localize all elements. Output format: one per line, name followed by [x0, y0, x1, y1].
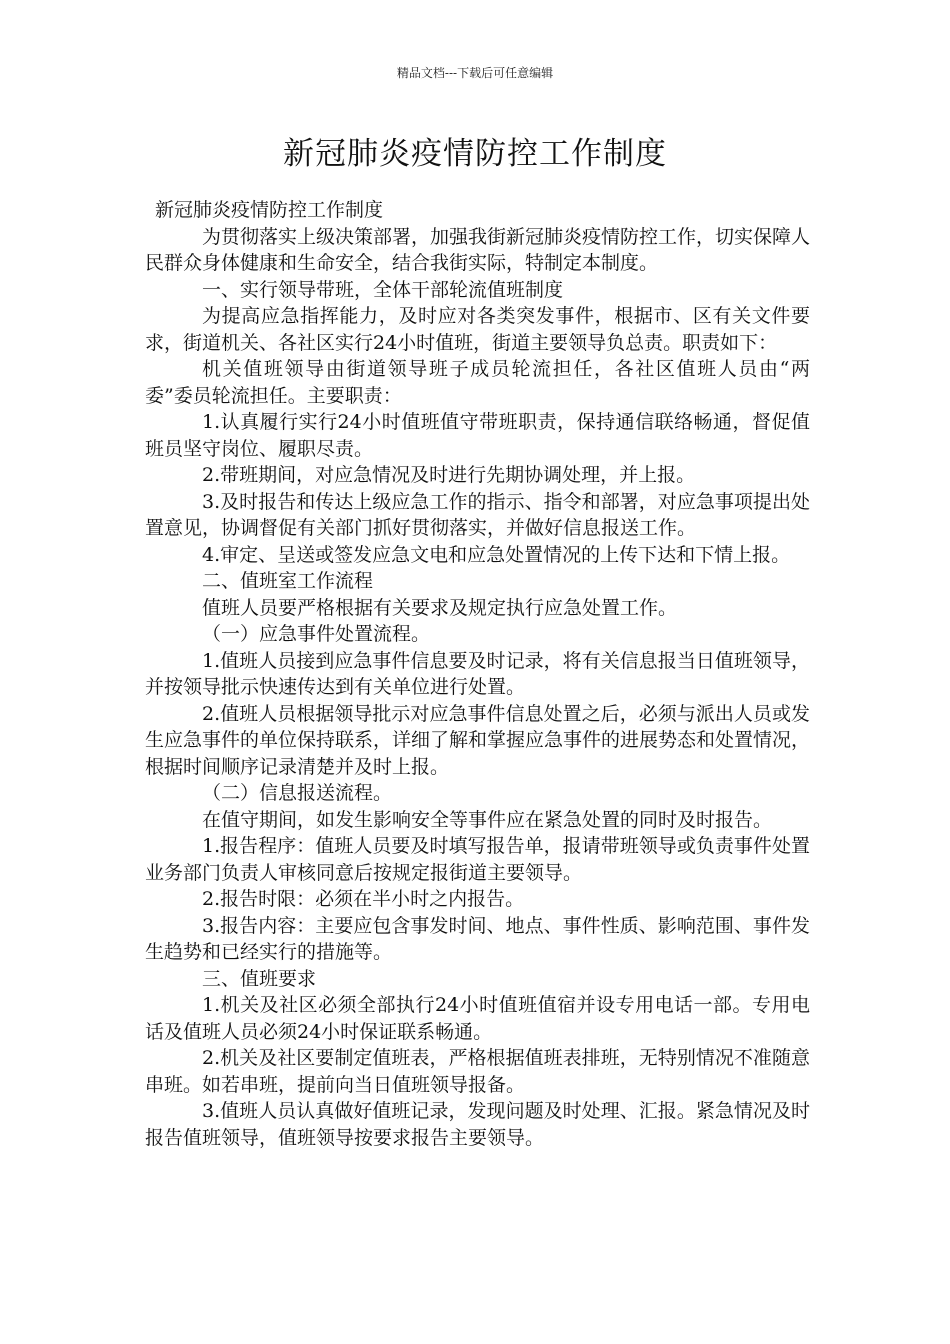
- list-item: 2.值班人员根据领导批示对应急事件信息处置之后，必须与派出人员或发生应急事件的单位保持联系，详细了解和掌握应急事件的进展势态和处置情况，根据时间顺序记录清楚并及时上报。: [145, 702, 811, 778]
- list-item: 1.报告程序：值班人员要及时填写报告单，报请带班领导或负责事件处置业务部门负责人审核同意后按规定报街道主要领导。: [145, 835, 810, 884]
- paragraph: 为贯彻落实上级决策部署，加强我街新冠肺炎疫情防控工作，切实保障人民群众身体健康和生命安全，结合我街实际，特制定本制度。: [145, 225, 811, 274]
- list-item: 3.及时报告和传达上级应急工作的指示、指令和部署，对应急事项提出处置意见，协调督促有关部门抓好贯彻落实，并做好信息报送工作。: [145, 490, 810, 539]
- paragraph: 新冠肺炎疫情防控工作制度: [155, 199, 384, 221]
- subsection-heading: （一）应急事件处置流程。: [202, 623, 431, 645]
- subsection-heading: （二）信息报送流程。: [202, 782, 393, 804]
- paragraph: 值班人员要严格根据有关要求及规定执行应急处置工作。: [202, 596, 678, 619]
- section-heading: 三、值班要求: [202, 967, 317, 990]
- list-item: 2.机关及社区要制定值班表，严格根据值班表排班，无特别情况不准随意串班。如若串班，提前向当日值班领导报备。: [145, 1047, 810, 1096]
- list-item: 1.认真履行实行24小时值班值守带班职责，保持通信联络畅通，督促值班员坚守岗位、履职尽责。: [145, 411, 810, 460]
- section-heading: 一、实行领导带班，全体干部轮流值班制度: [202, 278, 564, 301]
- section-heading: 二、值班室工作流程: [202, 570, 374, 592]
- list-item: 2.报告时限：必须在半小时之内报告。: [202, 888, 525, 910]
- header-note: 精品文档---下载后可任意编辑: [396, 66, 554, 80]
- list-item: 3.值班人员认真做好值班记录，发现问题及时处理、汇报。紧急情况及时报告值班领导，值班领导按要求报告主要领导。: [145, 1100, 810, 1149]
- document-body: [145, 197, 810, 1151]
- list-item: 1.值班人员接到应急事件信息要及时记录，将有关信息报当日值班领导，并按领导批示快速传达到有关单位进行处置。: [145, 649, 810, 698]
- list-item: 2.带班期间，对应急情况及时进行先期协调处理，并上报。: [202, 464, 696, 486]
- list-item: 4.审定、呈送或签发应急文电和应急处置情况的上传下达和下情上报。: [202, 543, 791, 566]
- paragraph: 为提高应急指挥能力，及时应对各类突发事件，根据市、区有关文件要求，街道机关、各社区实行24小时值班，街道主要领导负总责。职责如下：: [145, 305, 810, 354]
- list-item: 1.机关及社区必须全部执行24小时值班值宿并设专用电话一部。专用电话及值班人员必须24小时保证联系畅通。: [145, 994, 810, 1043]
- list-item: 3.报告内容：主要应包含事发时间、地点、事件性质、影响范围、事件发生趋势和已经实行的措施等。: [145, 914, 810, 963]
- paragraph: 在值守期间，如发生影响安全等事件应在紧急处置的同时及时报告。: [202, 808, 773, 831]
- paragraph: 机关值班领导由街道领导班子成员轮流担任，各社区值班人员由“两委”委员轮流担任。主要职责：: [145, 358, 810, 407]
- document-title: 新冠肺炎疫情防控工作制度: [283, 136, 667, 172]
